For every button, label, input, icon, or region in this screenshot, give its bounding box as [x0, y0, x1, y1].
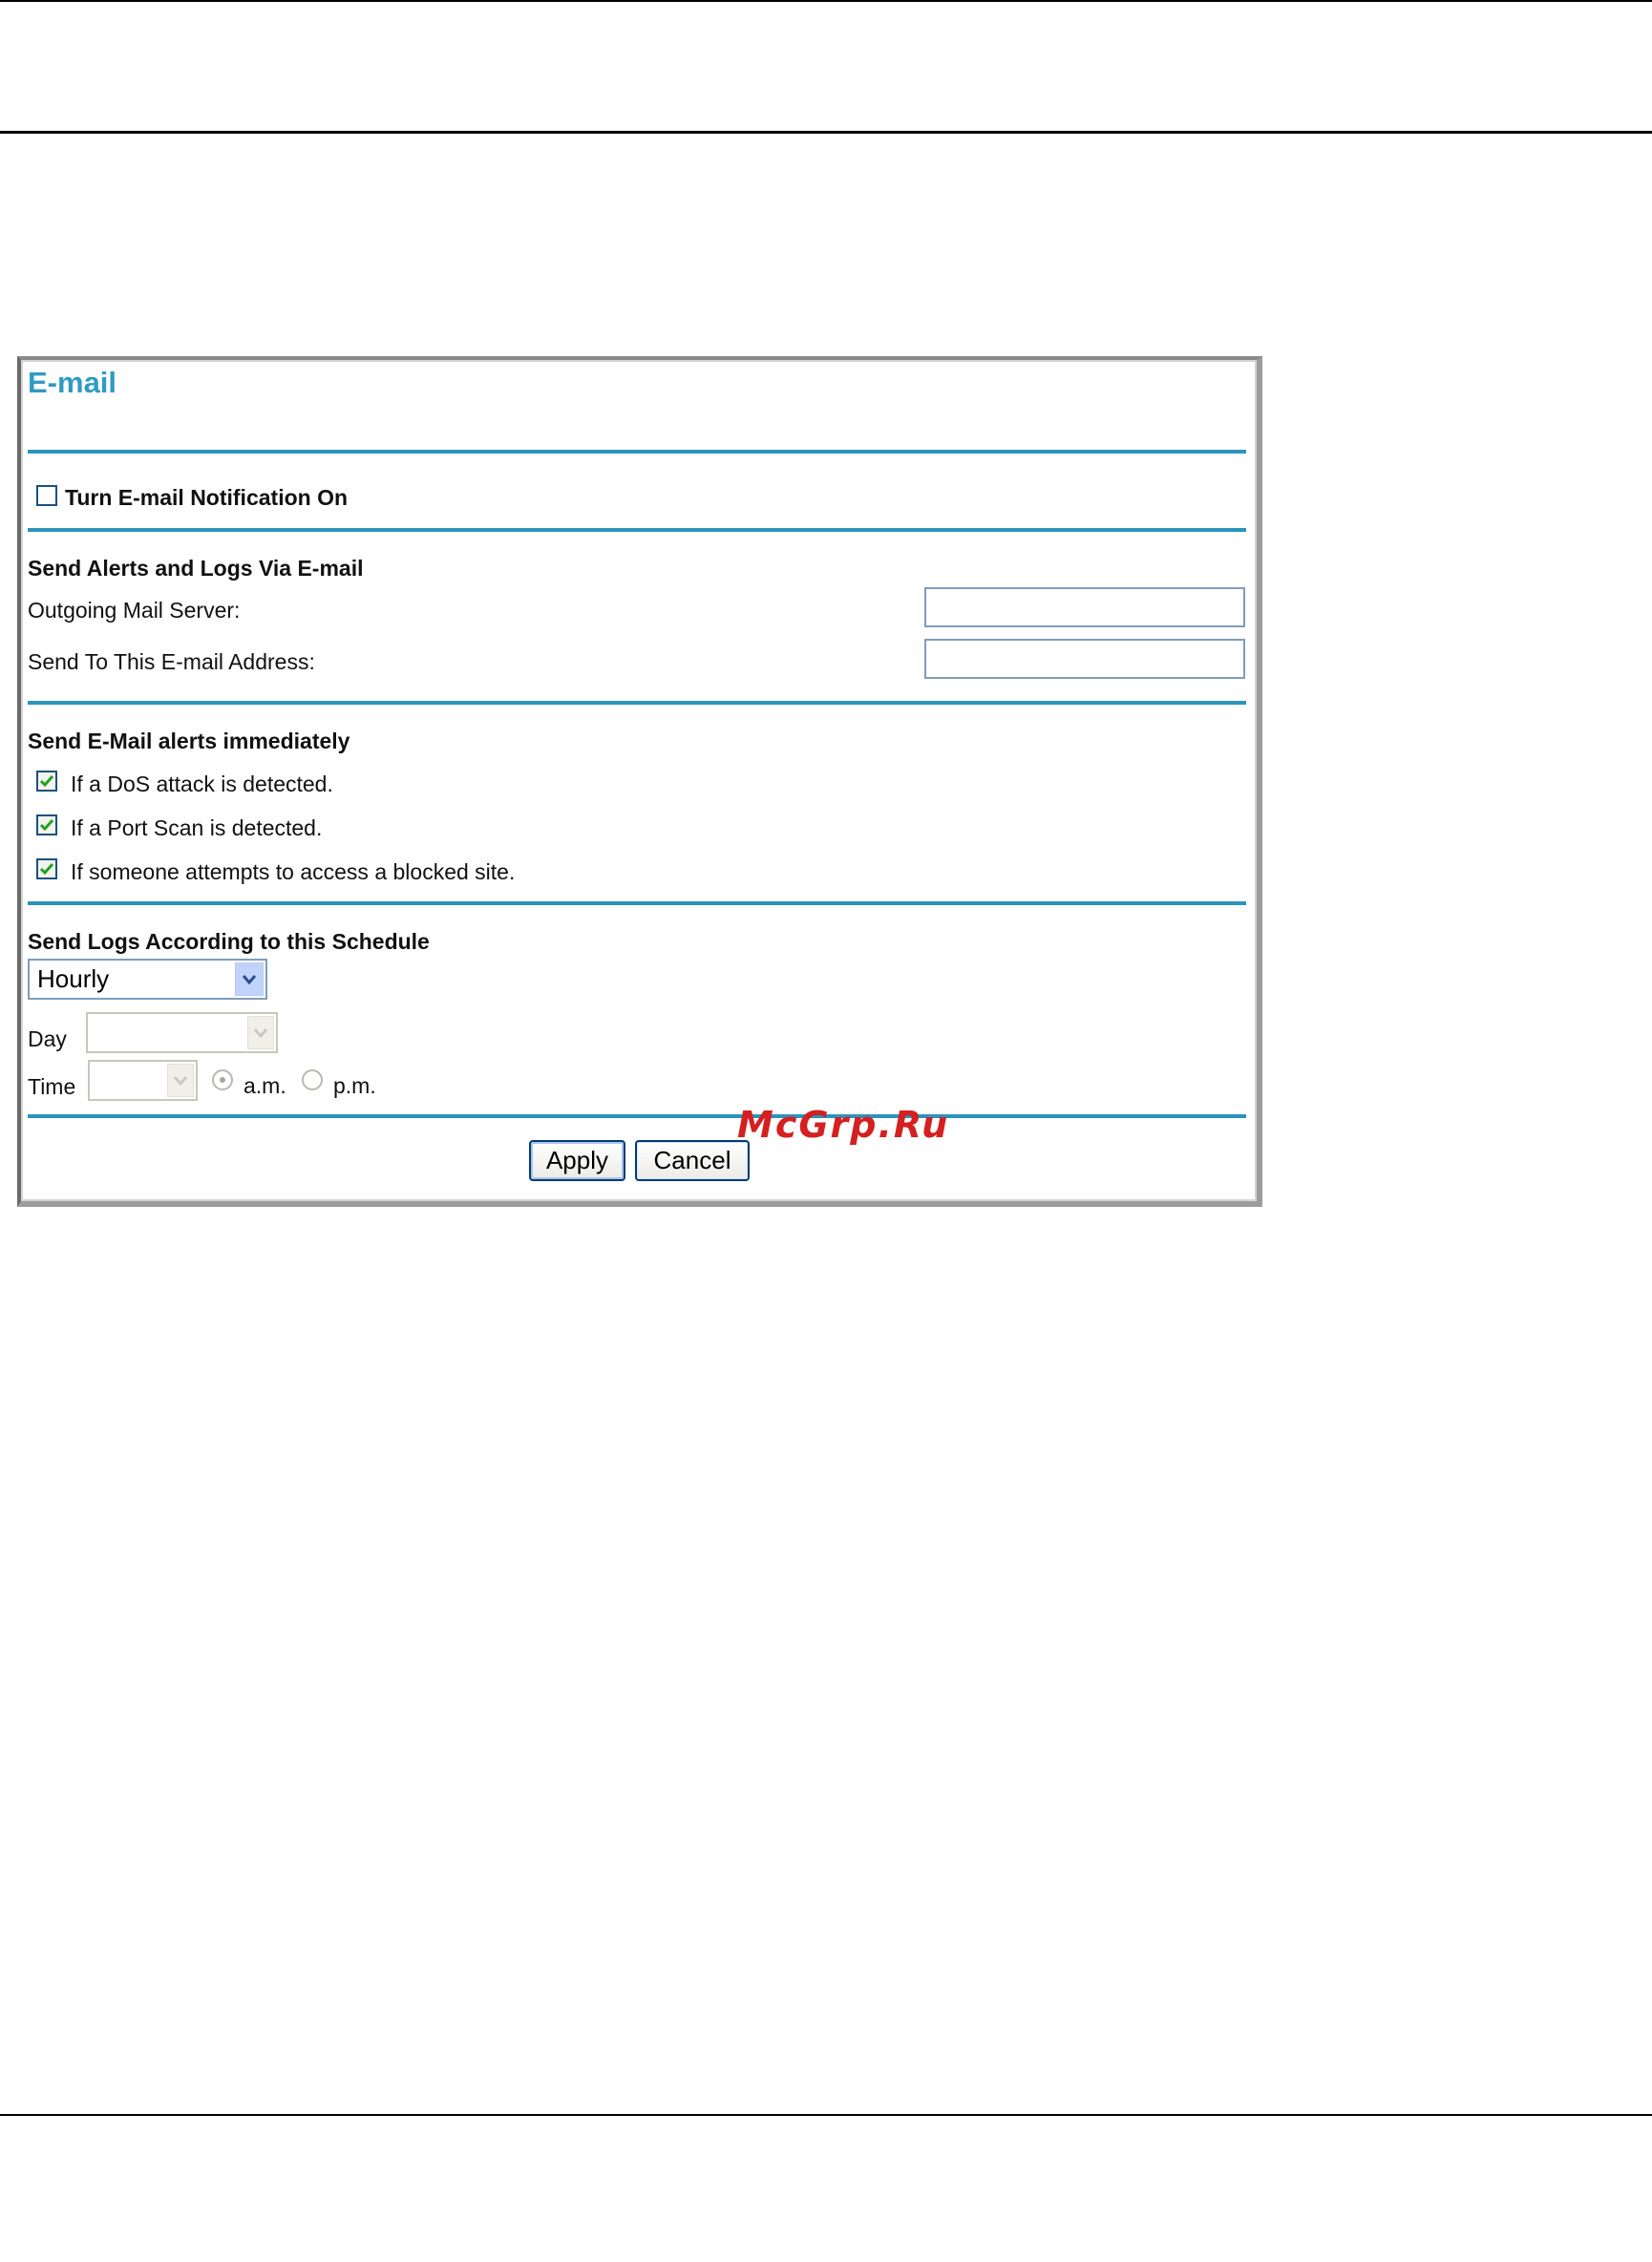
- divider: [28, 1114, 1246, 1118]
- divider: [28, 528, 1246, 532]
- top-edge-rule: [0, 0, 1652, 2]
- divider: [28, 701, 1246, 705]
- email-notification-label: Turn E-mail Notification On: [65, 485, 349, 510]
- chevron-down-icon: [253, 1027, 268, 1039]
- footer-rule: [0, 2114, 1652, 2116]
- am-label: a.m.: [244, 1073, 286, 1098]
- blocked-site-checkbox[interactable]: [36, 858, 57, 879]
- radio-selected-dot: [220, 1077, 225, 1083]
- schedule-heading: Send Logs According to this Schedule: [28, 929, 430, 954]
- am-radio[interactable]: [212, 1069, 233, 1090]
- email-address-label: Send To This E-mail Address:: [28, 649, 315, 674]
- day-label: Day: [28, 1026, 67, 1051]
- schedule-frequency-select[interactable]: [28, 959, 267, 1000]
- checkmark-icon: [39, 861, 54, 877]
- time-label: Time: [28, 1074, 76, 1099]
- apply-button[interactable]: Apply: [529, 1140, 625, 1181]
- outgoing-server-label: Outgoing Mail Server:: [28, 598, 241, 623]
- port-scan-checkbox[interactable]: [36, 814, 57, 835]
- alerts-heading: Send E-Mail alerts immediately: [28, 729, 350, 753]
- dos-attack-checkbox[interactable]: [36, 771, 57, 792]
- email-settings-screenshot: [17, 356, 1262, 1207]
- email-notification-checkbox[interactable]: [36, 485, 57, 506]
- pm-label: p.m.: [333, 1073, 376, 1098]
- watermark: McGrp.Ru: [737, 1104, 950, 1146]
- dropdown-button[interactable]: [235, 962, 264, 996]
- schedule-frequency-value: Hourly: [37, 964, 110, 993]
- cancel-button[interactable]: Cancel: [635, 1140, 750, 1181]
- header-rule: [0, 131, 1652, 134]
- outgoing-server-input[interactable]: [924, 587, 1245, 627]
- divider: [28, 901, 1246, 905]
- chevron-down-icon: [242, 974, 257, 985]
- chevron-down-icon: [173, 1075, 188, 1087]
- email-address-input[interactable]: [924, 639, 1245, 679]
- port-scan-label: If a Port Scan is detected.: [71, 815, 323, 840]
- checkmark-icon: [39, 773, 54, 789]
- blocked-site-label: If someone attempts to access a blocked site.: [71, 859, 516, 884]
- time-select[interactable]: [88, 1060, 198, 1101]
- dropdown-button[interactable]: [247, 1016, 274, 1049]
- dos-attack-label: If a DoS attack is detected.: [71, 772, 333, 796]
- page-title: E-mail: [28, 366, 117, 399]
- divider: [28, 450, 1246, 454]
- pm-radio[interactable]: [302, 1069, 323, 1090]
- email-settings-panel: [28, 360, 1246, 1201]
- send-via-email-heading: Send Alerts and Logs Via E-mail: [28, 556, 364, 581]
- dropdown-button[interactable]: [167, 1064, 194, 1097]
- day-select[interactable]: [86, 1012, 278, 1053]
- checkmark-icon: [39, 817, 54, 833]
